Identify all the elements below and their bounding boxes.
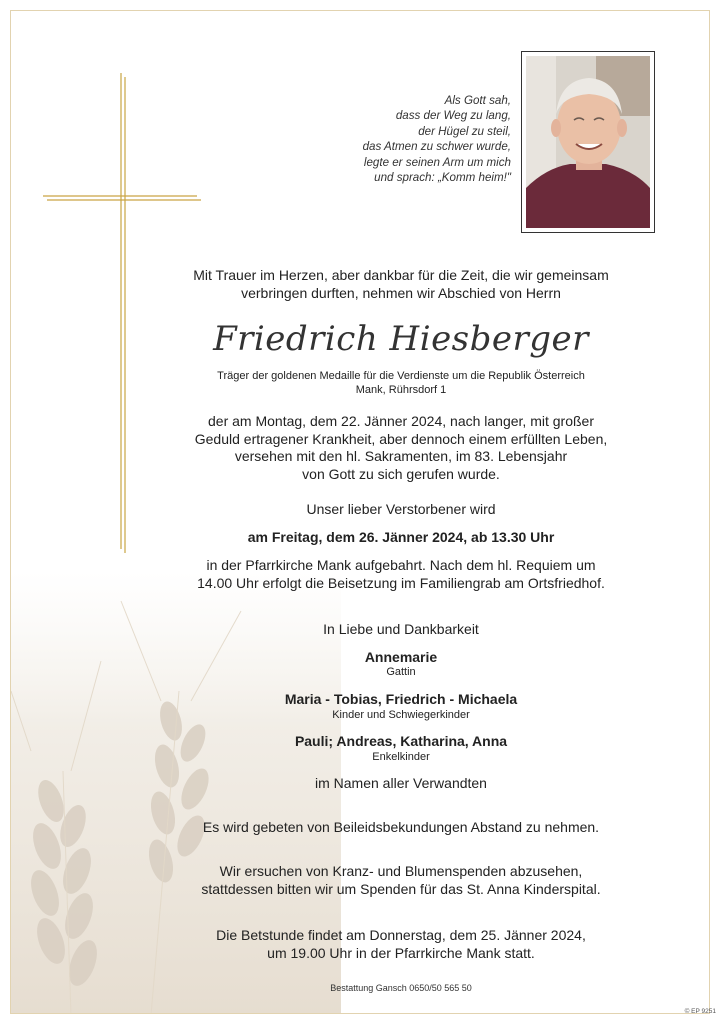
poem-line: und sprach: „Komm heim!" [374,171,511,185]
prayer-line: um 19.00 Uhr in der Pfarrkirche Mank statt. [267,944,535,961]
viewing-details [141,557,661,592]
poem-line: legte er seinen Arm um mich [363,155,511,169]
portrait-photo [521,51,655,233]
poem [311,93,511,185]
obituary-sheet [10,10,710,1014]
closing-text: In Liebe und Dankbarkeit [323,621,479,637]
intro-text [141,267,661,302]
template-code: © EP 9251 [684,1008,716,1015]
death-notice [141,413,661,483]
viewing-date: am Freitag, dem 26. Jänner 2024, ab 13.30 Uhr [247,529,555,545]
viewing-line: in der Pfarrkirche Mank aufgebahrt. Nach dem hl. Requiem um [206,557,596,573]
poem-line: Als Gott sah, [444,94,511,107]
mourner-relation: Gattin [386,666,416,678]
mourner-names: Annemarie [364,649,438,665]
poem-line: der Hügel zu steil, [418,124,511,138]
notice-line: der am Montag, dem 22. Jänner 2024, nach langer, mit großer [208,413,594,429]
portrait-image [526,56,650,228]
condolence-note: Es wird gebeten von Beileidsbekundungen Abstand zu nehmen. [202,819,600,835]
mourner-relation: Enkelkinder [372,751,430,763]
donation-line: Wir ersuchen von Kranz- und Blumenspenden abzusehen, [219,863,583,879]
prayer-note [141,927,661,962]
viewing-line: 14.00 Uhr erfolgt die Beisetzung im Familiengrab am Ortsfriedhof. [197,574,605,591]
funeral-home: Bestattung Gansch 0650/50 565 50 [330,983,472,993]
mourner-names: Maria - Tobias, Friedrich - Michaela [284,691,518,707]
deceased-name: Friedrich Hiesberger [213,319,589,359]
deceased-details [141,369,661,397]
poem-line: dass der Weg zu lang, [395,109,511,123]
donation-note [141,863,661,898]
mourner-relation: Kinder und Schwiegerkinder [332,709,470,721]
honor-text: Träger der goldenen Medaille für die Verdienste um die Republik Österreich [217,370,585,382]
mourner-names: Pauli; Andreas, Katharina, Anna [294,733,508,749]
address-text: Mank, Rührsdorf 1 [355,384,447,396]
notice-line: von Gott zu sich gerufen wurde. [302,465,500,482]
intro-line: verbringen durften, nehmen wir Abschied von Herrn [241,284,561,301]
relatives-text: im Namen aller Verwandten [315,775,487,791]
prayer-line: Die Betstunde findet am Donnerstag, dem 25. Jänner 2024, [216,927,586,943]
donation-line: stattdessen bitten wir um Spenden für das St. Anna Kinderspital. [201,880,601,897]
notice-line: Geduld ertragener Krankheit, aber dennoch einem erfüllten Leben, [194,430,608,447]
intro-line: Mit Trauer im Herzen, aber dankbar für die Zeit, die wir gemeinsam [193,267,609,283]
notice-line: versehen mit den hl. Sakramenten, im 83. Lebensjahr [234,448,568,464]
viewing-intro: Unser lieber Verstorbener wird [306,501,496,517]
poem-line: das Atmen zu schwer wurde, [362,140,511,154]
